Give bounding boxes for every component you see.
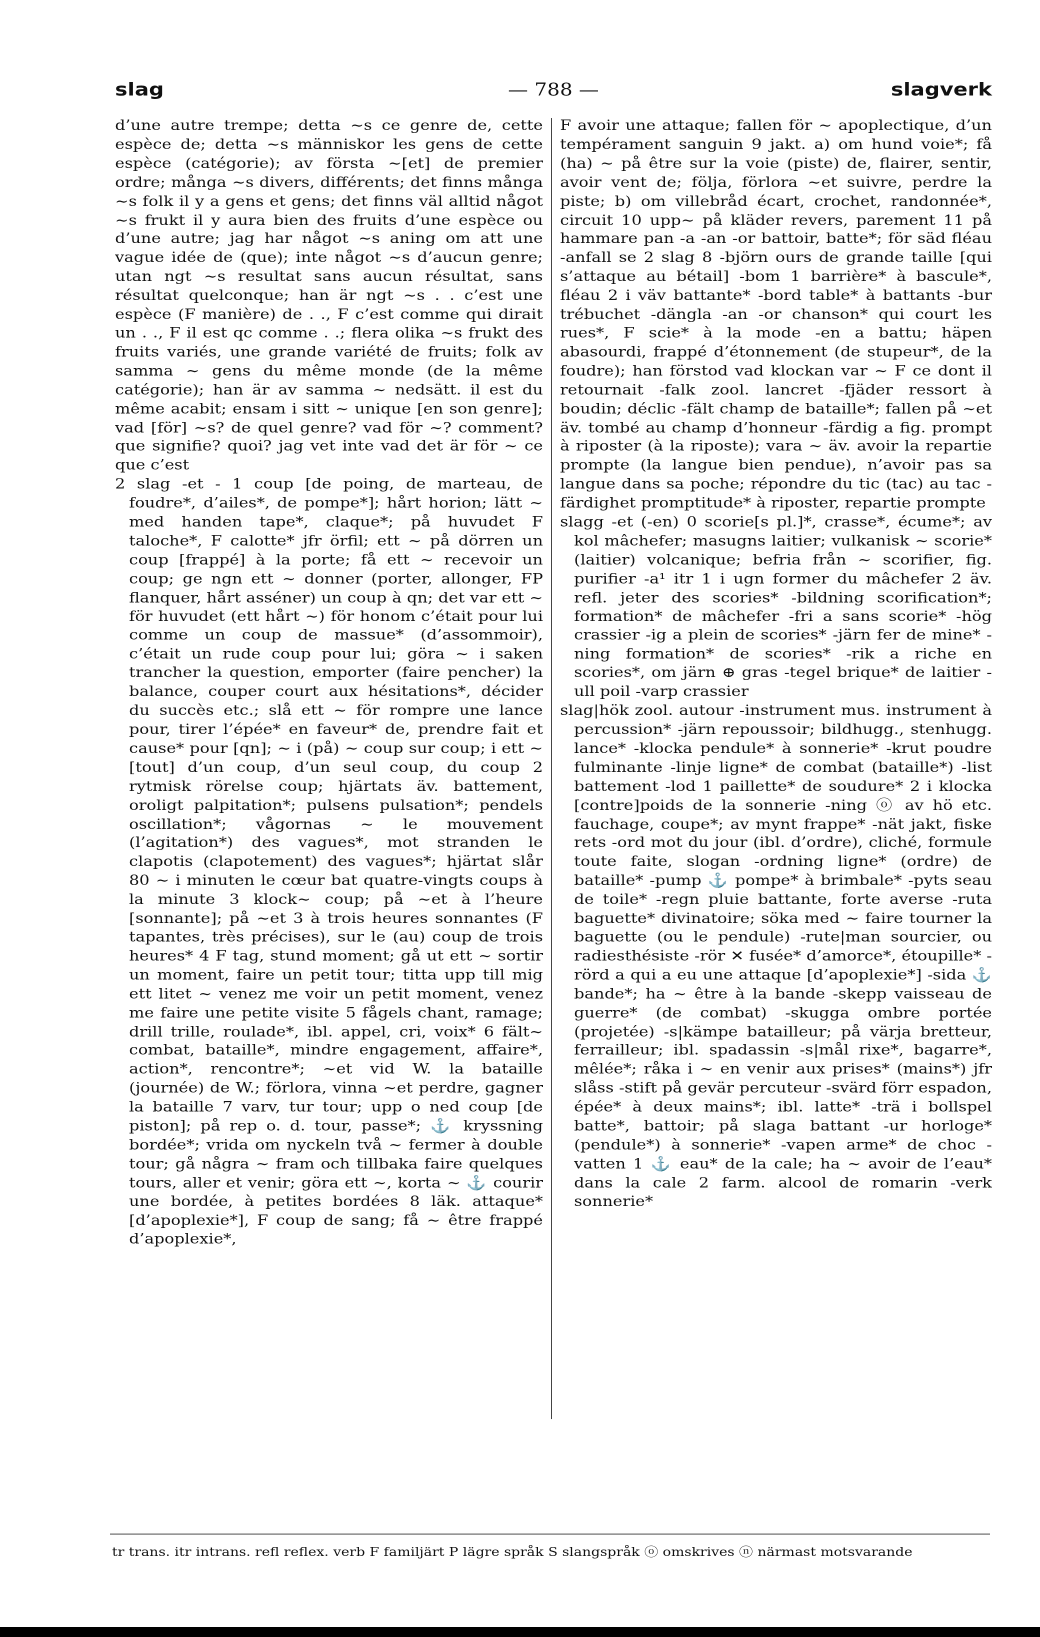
left-column — [115, 116, 543, 1520]
entry-paragraph: slagg -et (-en) 0 scorie[s pl.]*, crasse*, écume*; av kol mâchefer; masugns laitier; vulkanisk ∼ scorie* (laitier) volcanique; befria från ∼ scorifier, fig. purifier -a¹ itr 1 i ugn former du mâchefer 2 äv. refl. jeter des scories* -bildning scorification*; formation* de mâchefer -fri a sans scorie* -hög crassier -ig a plein de scories* -järn fer de mine* -ning formation* de scories* -rik a riche en scories*, om järn ⊕ gras -tegel brique* de laitier -ull poil -varp crassier — [560, 513, 992, 700]
header-left-guideword: slag — [115, 79, 164, 100]
entry-paragraph: F avoir une attaque; fallen för ∼ apoplectique, d’un tempérament sanguin 9 jakt. a) om hund voie*; få (ha) ∼ på être sur la voie (piste) de, flairer, sentir, avoir vent de; följa, förlora ∼et suivre, perdre la piste; b) om villebråd écart, crochet, randonnée*, circuit 10 upp∼ på kläder revers, parement 11 på hammare pan -a -an -or battoir, batte*; för säd fléau -anfall se 2 slag 8 -björn ours de grande taille [qui s’attaque au bétail] -bom 1 barrière* à bascule*, fléau 2 i väv battante* -bord table* à battants -bur trébuchet -dängla -an -or chanson* qui court les rues*, F scie* à la mode -en a battu; häpen abasourdi, frappé d’étonnement (de stupeur*, de la foudre); han förstod vad klockan var ∼ F ce dont il retournait -falk zool. lancret -fjäder ressort à boudin; déclic -fält champ de bataille*; fallen på ∼et äv. tombé au champ d’honneur -färdig a fig. prompt à riposter (à la riposte); vara ∼ äv. avoir la repartie prompte (la langue bien pendue), n’avoir pas sa langue dans sa poche; répondre du tic (tac) au tac -färdighet promptitude* à riposter, repartie prompte — [560, 117, 992, 512]
column-divider — [551, 118, 552, 1419]
abbreviation-legend: tr trans. itr intrans. refl reflex. verb F familjärt P lägre språk S slangspråk ⓞ omskrives ⓝ närmast motsvarande — [112, 1545, 913, 1560]
footer-rule — [110, 1534, 990, 1535]
entry-paragraph: 2 slag -et - 1 coup [de poing, de marteau, de foudre*, d’ailes*, de pompe*]; hårt horion; lätt ∼ med handen tape*, claque*; på huvudet F taloche*, F calotte* jfr örfil; ett ∼ på dörren un coup [frappé] à la porte; få ett ∼ recevoir un coup; ge ngn ett ∼ donner (porter, allonger, FP flanquer, hårt asséner) un coup à qn; det var ett ∼ för huvudet (ett hårt ∼) för honom c’était pour lui comme un coup de massue* (d’assommoir), c’était un rude coup pour lui; göra ∼ i saken trancher la question, emporter (faire pencher) la balance, couper court aux hésitations*, décider du succès etc.; slå ett ∼ för rompre une lance pour, tirer l’épée* en faveur* de, prendre fait et cause* pour [qn]; ∼ i (på) ∼ coup sur coup; i ett ∼ [tout] d’un coup, d’un seul coup, du coup 2 rytmisk rörelse coup; hjärtats äv. battement, oroligt palpitation*; pulsens pulsation*; pendels oscillation*; vågornas ∼ le mouvement (l’agitation*) des vagues*, mot stranden le clapotis (clapotement) des vagues*; hjärtat slår 80 ∼ i minuten le cœur bat quatre-vingts coups à la minute 3 klock∼ coup; på ∼et à l’heure [sonnante]; på ∼et 3 à trois heures sonnantes (F tapantes, très précises), sur le (au) coup de trois heures* 4 F tag, stund moment; gå ut ett ∼ sortir un moment, faire un petit tour; titta upp till mig ett litet ∼ venez me voir un petit moment, venez me faire une petite visite 5 fågels chant, ramage; drill trille, roulade*, ibl. appel, cri, voix* 6 fält∼ combat, bataille*, mindre engagement, affaire*, action*, rencontre*; ∼et vid W. la bataille (journée) de W.; förlora, vinna ∼et perdre, gagner la bataille 7 varv, tur tour; upp o ned coup [de piston]; på rep o. d. tour, passe*; ⚓ kryssning bordée*; vrida om nyckeln två ∼ fermer à double tour; gå några ∼ fram och tillbaka faire quelques tours, aller et venir; göra ett ∼, korta ∼ ⚓ courir une bordée, à petites bordées 8 läk. attaque* [d’apoplexie*], F coup de sang; få ∼ être frappé d’apoplexie*, — [115, 475, 543, 1248]
right-column — [560, 116, 992, 1520]
scan-edge — [0, 1627, 1040, 1637]
running-header — [115, 79, 992, 105]
page-number: — 788 — — [508, 79, 599, 100]
header-right-guideword: slagverk — [890, 79, 992, 100]
entry-paragraph: d’une autre trempe; detta ∼s ce genre de, cette espèce de; detta ∼s människor les gens de cette espèce (catégorie); av första ∼[et] de premier ordre; många ∼s divers, différents; det finns många ∼s folk il y a gens et gens; det finns väl alltid något ∼s frukt il y aura bien des fruits d’une espèce ou d’une autre; jag har något ∼s aning om att une vague idée de (que); inte något ∼s d’aucun genre; utan ngt ∼s resultat sans aucun résultat, sans résultat quelconque; han är ngt ∼s . . c’est une espèce (F manière) de . ., F c’est comme qui dirait un . ., F il est qc comme . .; flera olika ∼s frukt des fruits variés, une grande variété de fruits; folk av samma ∼ gens du même monde (de la même catégorie); han är av samma ∼ nedsätt. il est du même acabit; ensam i sitt ∼ unique [en son genre]; vad [för] ∼s? de quel genre? vad för ∼? comment? que signifie? quoi? jag vet inte vad det är för ∼ ce que c’est — [115, 117, 543, 474]
entry-paragraph: slag|hök zool. autour -instrument mus. instrument à percussion* -järn repoussoir; bildhugg., stenhugg. lance* -klocka pendule* à sonnerie* -krut poudre fulminante -linje ligne* de combat (bataille*) -list battement -lod 1 paillette* de soudure* 2 i klocka [contre]poids de la sonnerie -ning ⓞ av hö etc. fauchage, coupe*; av mynt frappe* -nät jakt, fiske rets -ord mot du jour (ibl. d’ordre), cliché, formule toute faite, slogan -ordning ligne* (ordre) de bataille* -pump ⚓ pompe* à brimbale* -pyts seau de toile* -regn pluie battante, forte averse -ruta baguette* divinatoire; söka med ∼ faire tourner la baguette (ou le pendule) -rute|man sourcier, ou radiesthésiste -rör ✕ fusée* d’amorce*, étoupille* -rörd a qui a eu une attaque [d’apoplexie*] -sida ⚓ bande*; ha ∼ être à la bande -skepp vaisseau de guerre* (de combat) -skugga ombre portée (projetée) -s|kämpe batailleur; på värja bretteur, ferrailleur; ibl. spadassin -s|mål rixe*, bagarre*, mêlée*; råka i ∼ en venir aux prises* (mains*) jfr slåss -stift på gevär percuteur -svärd förr espadon, épée* à deux mains*; ibl. latte* -trä i bollspel batte*, battoir; på slaga battant -ur horloge* (pendule*) à sonnerie* -vapen arme* de choc -vatten 1 ⚓ eau* de la cale; ha ∼ avoir de l’eau* dans la cale 2 farm. alcool de romarin -verk sonnerie* — [560, 702, 992, 1210]
